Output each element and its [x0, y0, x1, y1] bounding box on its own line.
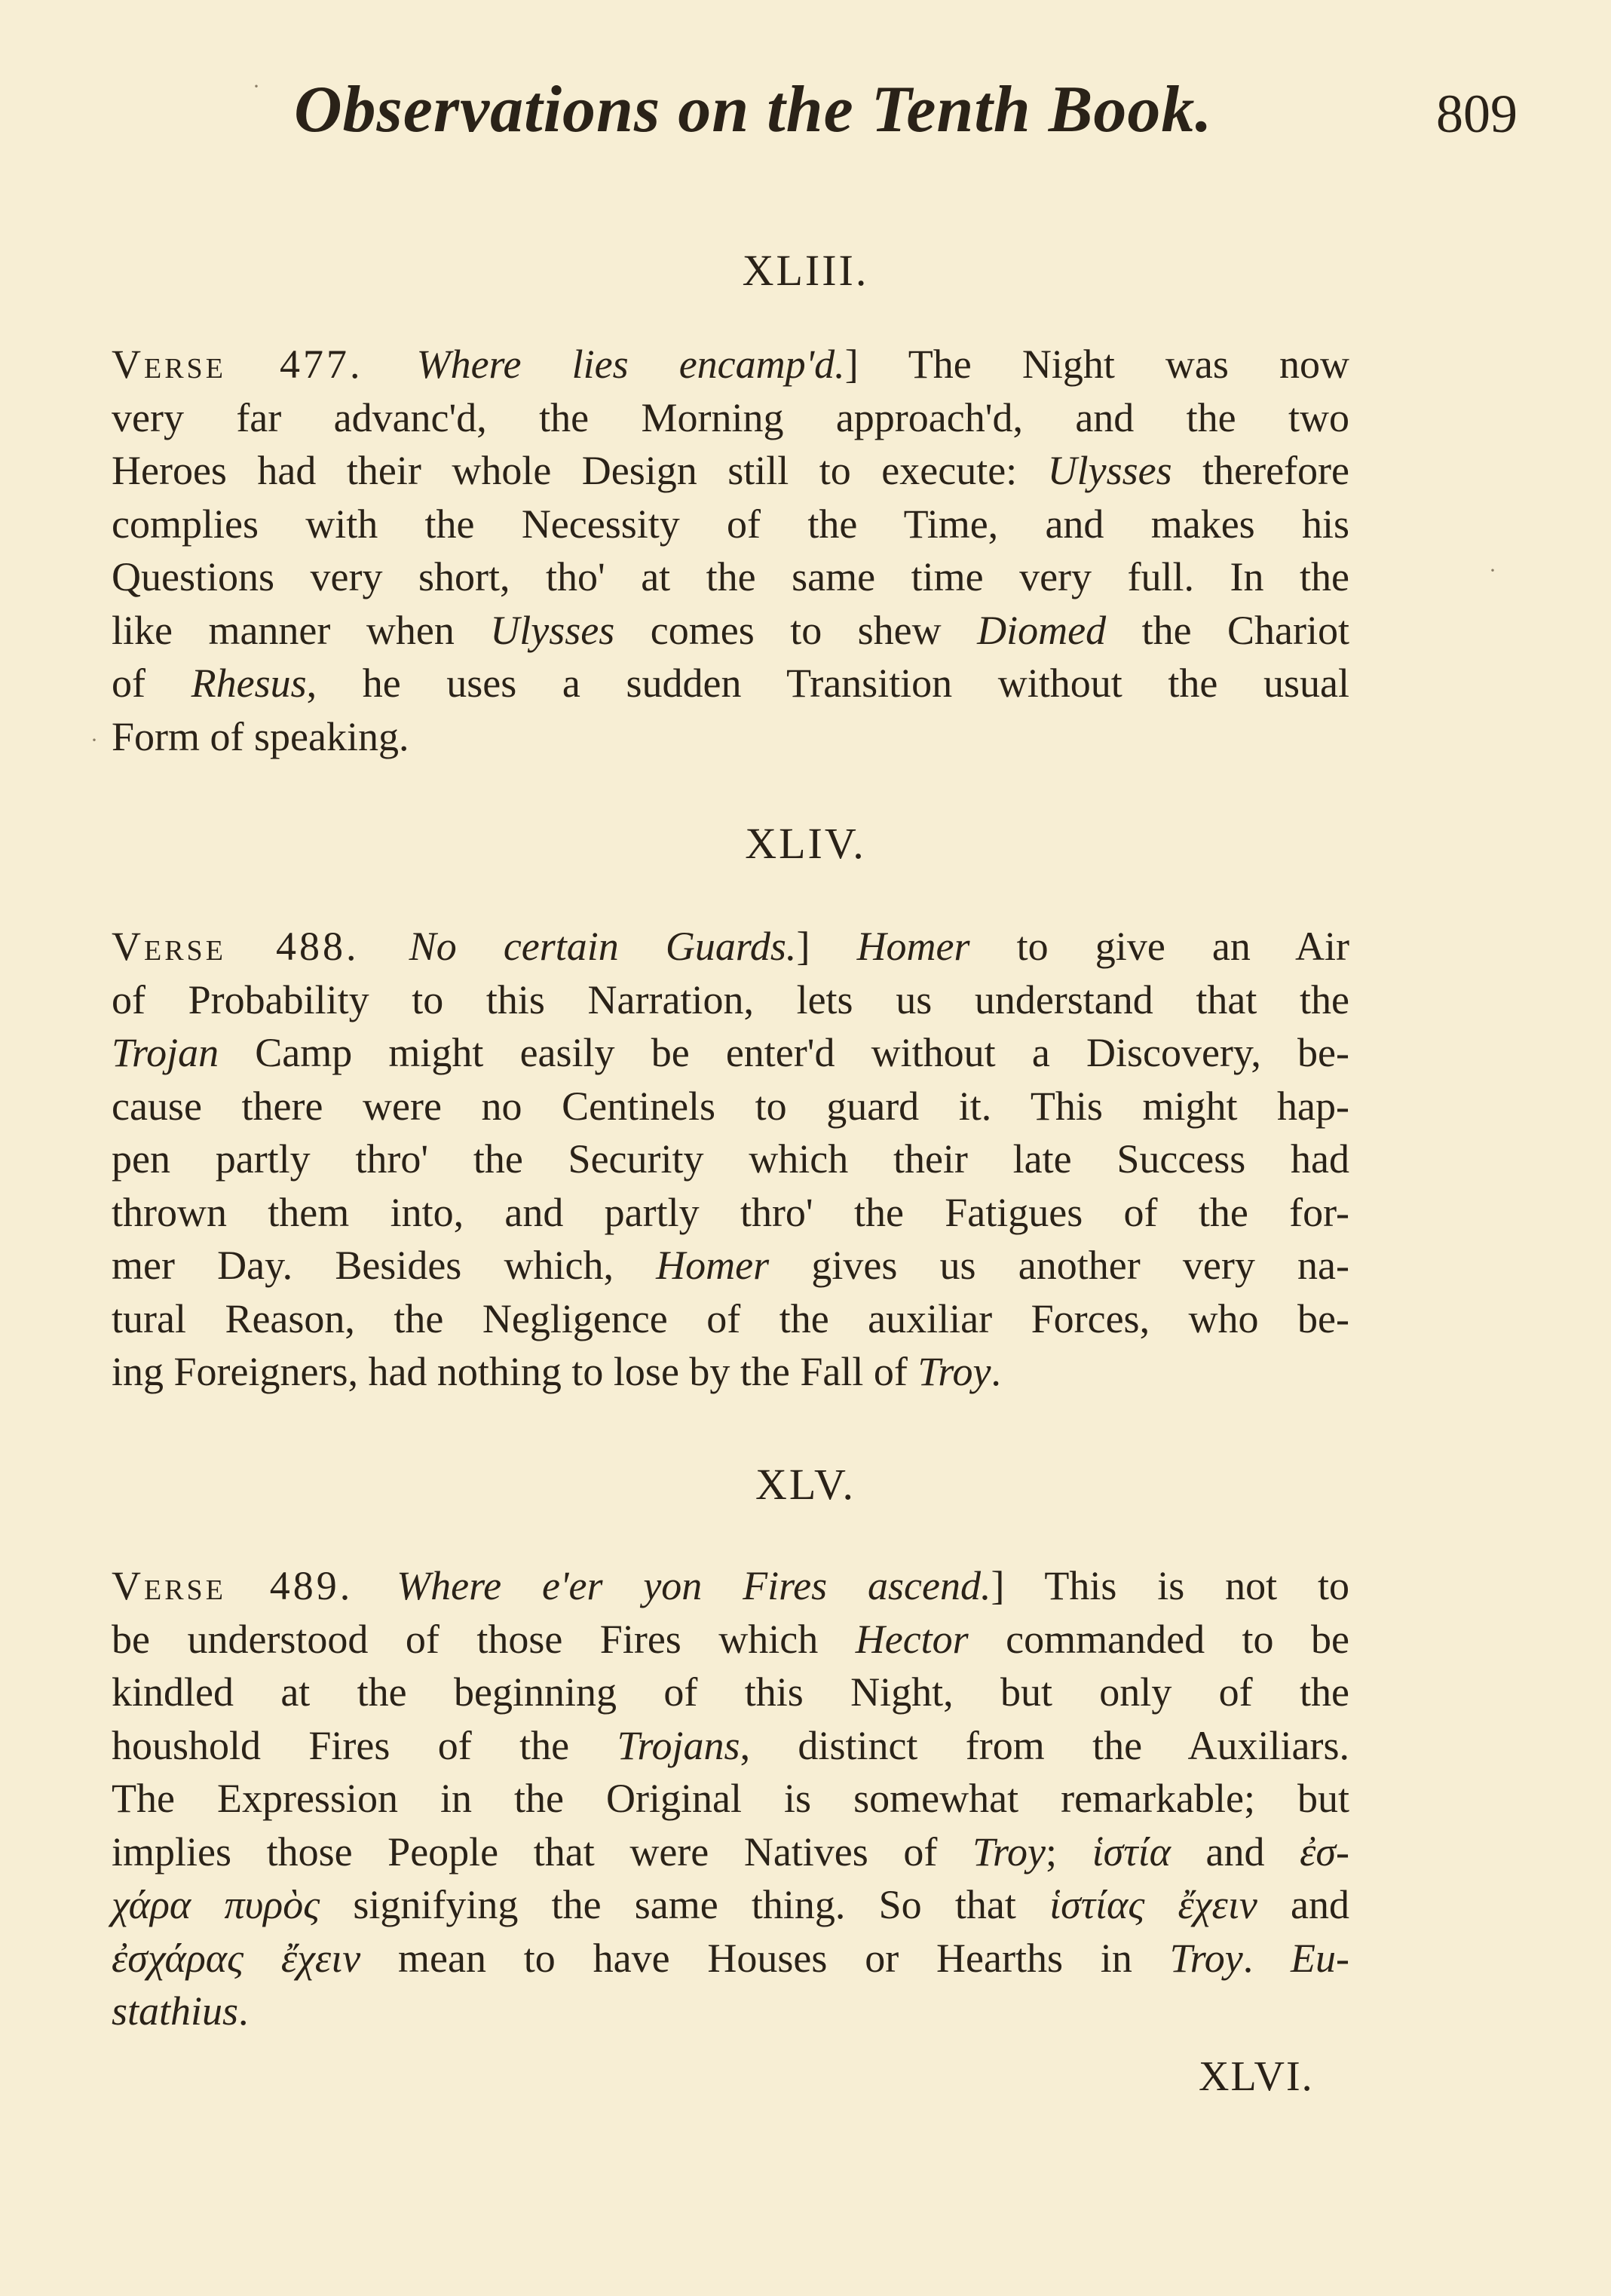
- text-line: Form of speaking.: [112, 713, 409, 759]
- text-line: stathius.: [112, 1988, 249, 2034]
- text-line: thrown them into, and partly thro' the Fatigues of the for-: [112, 1189, 1349, 1235]
- ink-speck: ·: [90, 728, 98, 753]
- text-line: be understood of those Fires which Hector commanded to be: [112, 1616, 1349, 1662]
- text-line: Verse 488. No certain Guards.] Homer to give an Air: [112, 924, 1350, 969]
- section-numeral: XLIII.: [742, 246, 869, 295]
- text-line: Verse 477. Where lies encamp'd.] The Night was now: [112, 342, 1349, 387]
- text-line: ἐσχάρας ἔχειν mean to have Houses or Hearths in Troy. Eu-: [112, 1935, 1349, 1981]
- text-line: mer Day. Besides which, Homer gives us another very na-: [112, 1243, 1349, 1288]
- text-line: kindled at the beginning of this Night, but only of the: [112, 1669, 1349, 1715]
- text-line: Trojan Camp might easily be enter'd without a Discovery, be-: [112, 1030, 1349, 1075]
- text-line: The Expression in the Original is somewhat remarkable; but: [112, 1776, 1349, 1821]
- running-title: Observations on the Tenth Book.: [294, 73, 1213, 146]
- text-line: of Rhesus, he uses a sudden Transition without the usual: [112, 661, 1350, 706]
- text-line: tural Reason, the Negligence of the auxiliar Forces, who be-: [112, 1295, 1349, 1341]
- text-line: ing Foreigners, had nothing to lose by the Fall of Troy.: [112, 1349, 1001, 1394]
- section-paragraph: [112, 1559, 1349, 2038]
- text-line: Verse 489. Where e'er yon Fires ascend.] This is not to: [112, 1563, 1350, 1608]
- text-line: Heroes had their whole Design still to execute: Ulysses therefore: [112, 448, 1349, 493]
- text-line: complies with the Necessity of the Time, and makes his: [112, 501, 1349, 547]
- ink-speck: ·: [253, 74, 260, 99]
- catchword: XLVI.: [1199, 2053, 1314, 2100]
- ink-speck: ·: [1489, 558, 1496, 583]
- section-numeral: XLIV.: [745, 819, 866, 868]
- text-line: Questions very short, tho' at the same time very full. In the: [112, 554, 1349, 599]
- section-paragraph: [112, 920, 1349, 1399]
- text-line: like manner when Ulysses comes to shew Diomed the Chariot: [112, 607, 1350, 653]
- page-number: 809: [1436, 84, 1518, 144]
- text-line: cause there were no Centinels to guard it. This might hap-: [112, 1083, 1349, 1129]
- text-line: χάρα πυρὸς signifying the same thing. So that ἱστίας ἔχειν and: [112, 1882, 1349, 1927]
- text-line: of Probability to this Narration, lets us understand that the: [112, 976, 1349, 1022]
- text-line: pen partly thro' the Security which their late Success had: [112, 1136, 1349, 1182]
- text-line: very far advanc'd, the Morning approach'd, and the two: [112, 394, 1349, 440]
- section-paragraph: [112, 338, 1349, 763]
- text-line: houshold Fires of the Trojans, distinct from the Auxiliars.: [112, 1722, 1349, 1768]
- section-numeral: XLV.: [755, 1460, 856, 1509]
- text-line: implies those People that were Natives of Troy; ἱστία and ἐσ-: [112, 1829, 1349, 1875]
